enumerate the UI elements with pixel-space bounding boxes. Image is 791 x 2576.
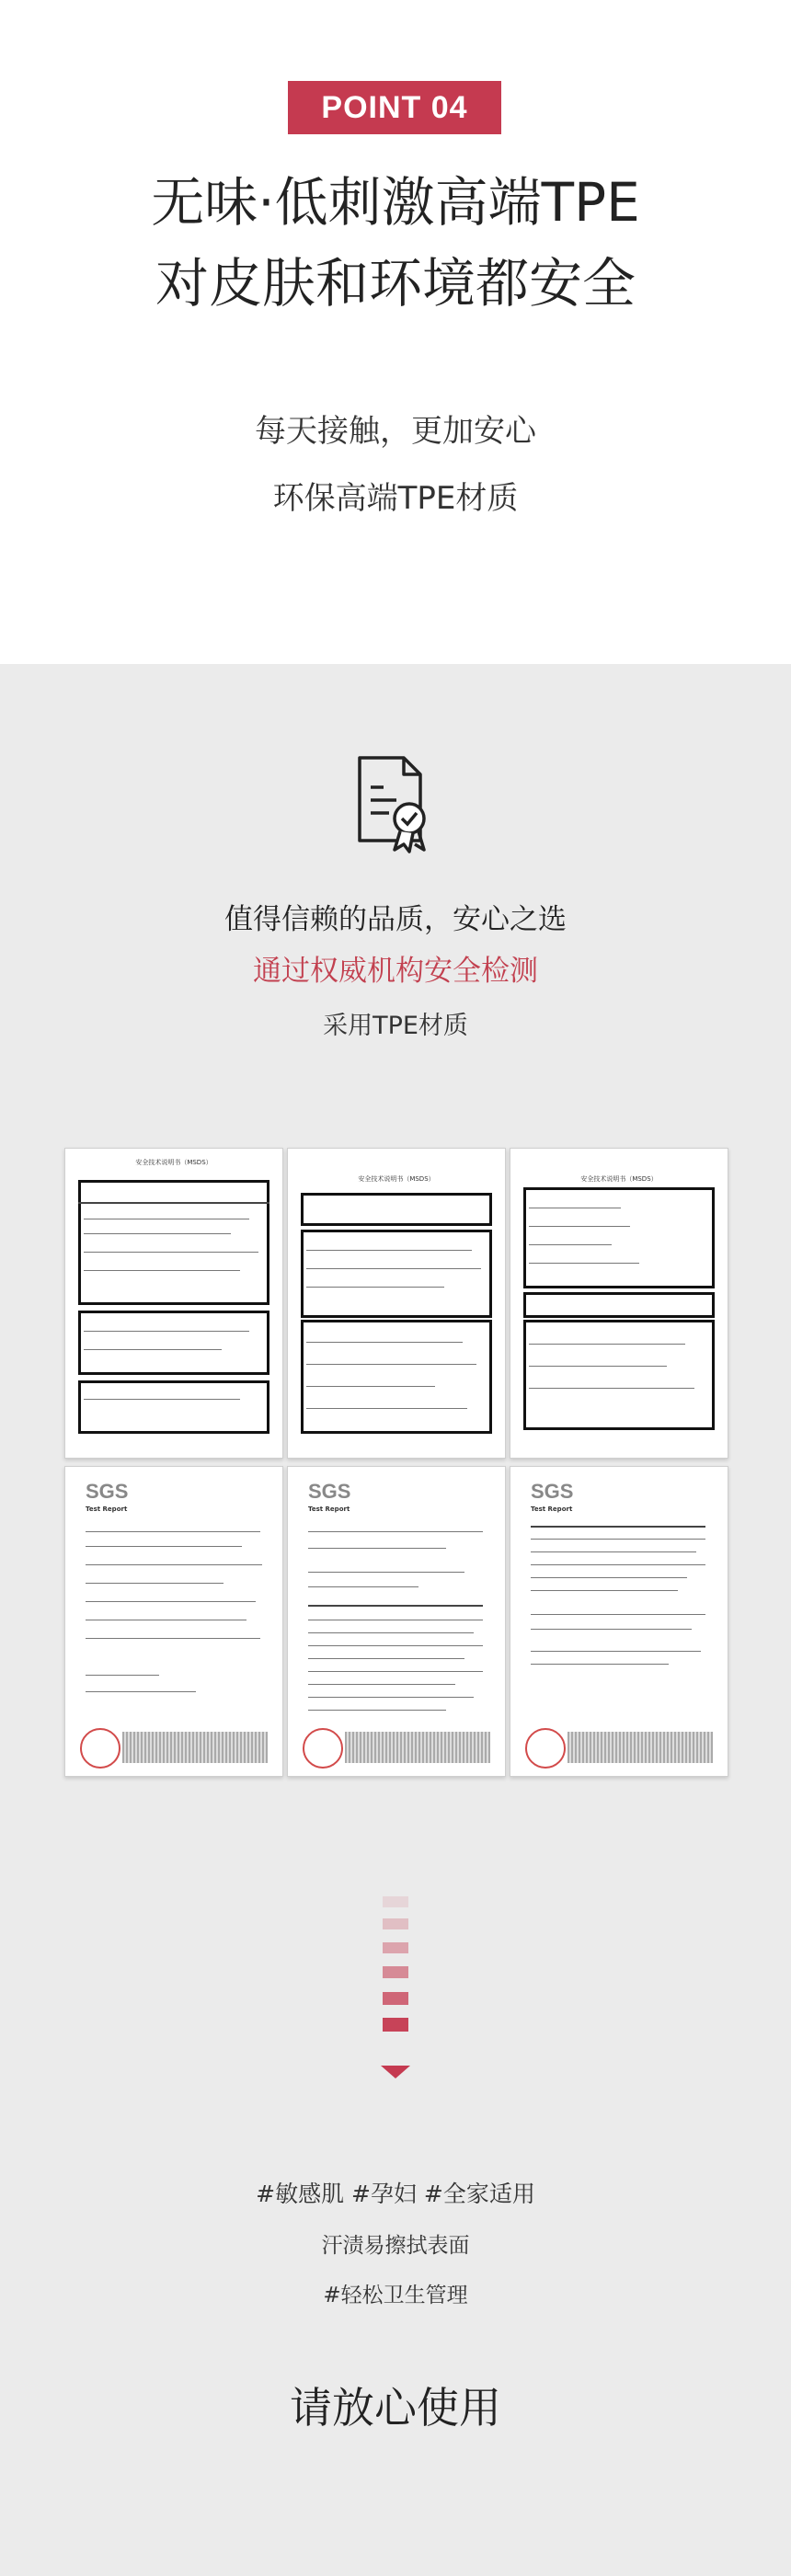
msds-document-1 [64,1148,283,1459]
point-badge: POINT 04 [288,81,501,134]
scroll-dash [383,1896,408,1907]
sgs-logo: SGS [86,1480,129,1503]
sgs-logo: SGS [531,1480,574,1503]
headline-line-2: 对皮肤和环境都安全 [155,252,636,315]
sgs-report-1 [64,1466,283,1777]
certificate-icon [352,754,439,853]
scroll-dash [383,1966,408,1978]
scroll-dash [383,1942,408,1953]
tags-line-3: #轻松卫生管理 [323,2284,468,2307]
sgs-report-heading: Test Report [86,1506,128,1513]
subtitle-line-1: 每天接触，更加安心 [255,413,536,450]
trust-line-2: 通过权威机构安全检测 [253,955,538,988]
msds-title: 安全技术说明书（MSDS） [358,1175,435,1183]
sgs-report-heading: Test Report [308,1506,350,1513]
headline-line-1: 无味·低刺激高端TPE [151,171,640,234]
closing-text: 请放心使用 [290,2383,501,2433]
sgs-report-heading: Test Report [531,1506,573,1513]
scroll-dash [383,1918,408,1929]
trust-line-3: 采用TPE材质 [323,1012,468,1040]
scroll-dash [383,2018,408,2032]
sgs-report-3 [510,1466,728,1777]
msds-title: 安全技术说明书（MSDS） [135,1159,212,1166]
scroll-dash [383,1992,408,2005]
msds-document-3 [510,1148,728,1459]
subtitle-line-2: 环保高端TPE材质 [272,480,519,517]
msds-title: 安全技术说明书（MSDS） [580,1175,658,1183]
sgs-report-2 [287,1466,506,1777]
tags-line-2: 汗渍易擦拭表面 [321,2234,470,2258]
trust-line-1: 值得信赖的品质，安心之选 [224,903,567,936]
arrow-down-icon [381,2066,410,2078]
msds-document-2 [287,1148,506,1459]
sgs-logo: SGS [308,1480,351,1503]
tags-line-1: #敏感肌 #孕妇 #全家适用 [256,2181,535,2207]
intro-section [0,0,791,664]
